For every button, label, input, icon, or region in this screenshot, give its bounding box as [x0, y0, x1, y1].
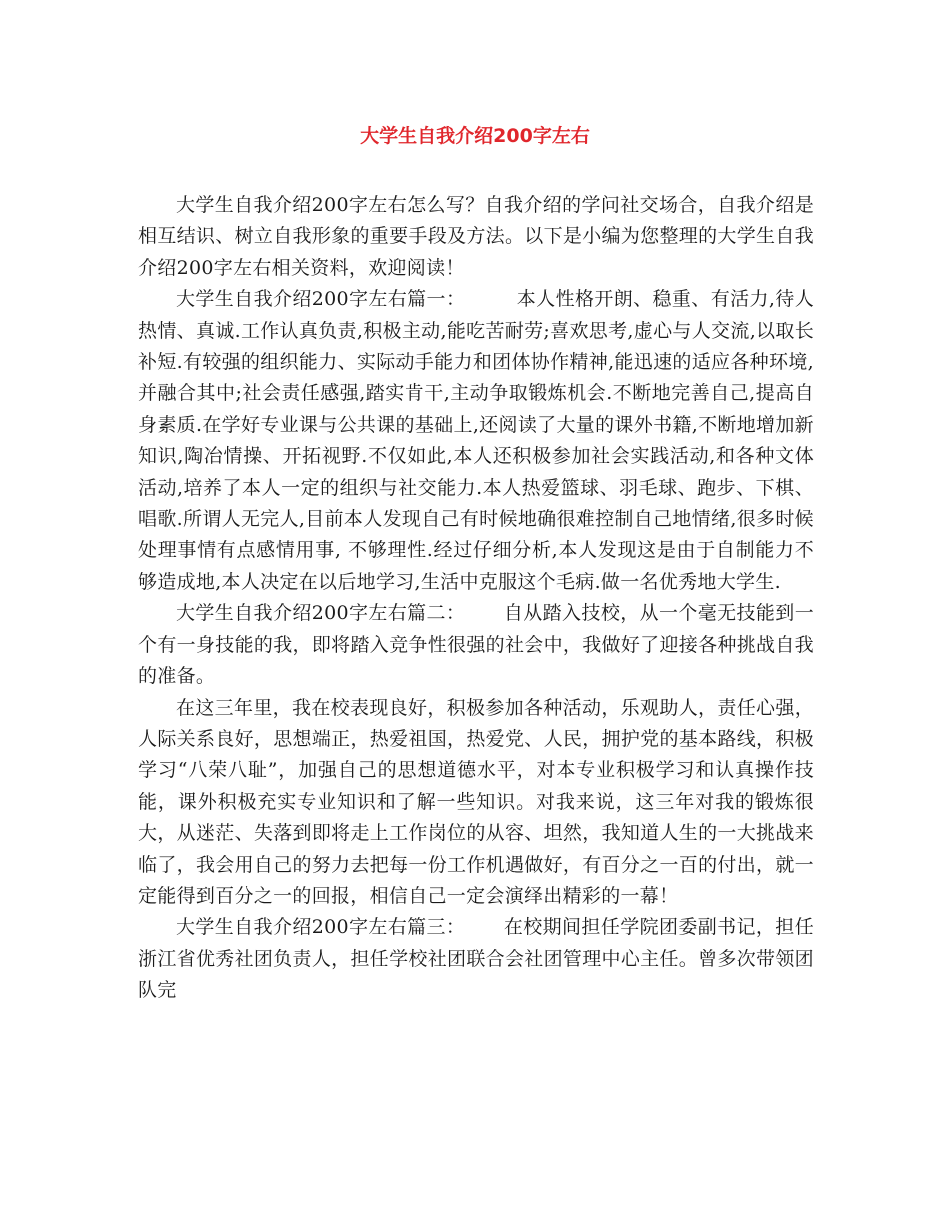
paragraph-part-one: 大学生自我介绍200字左右篇一： 本人性格开朗、稳重、有活力,待人热情、真诚.工作认真负责,积极主动,能吃苦耐劳;喜欢思考,虚心与人交流,以取长补短.有较强的组织能力、实际动手能力和团体协作精神,能迅速的适应各种环境,并融合其中;社会责任感强,踏实肯干,主动争取锻炼机会.不断地完善自己,提高自身素质.在学好专业课与公共课的基础上,还阅读了大量的课外书籍,不断地增加新知识,陶冶情操、开拓视野.不仅如此,本人还积极参加社会实践活动,和各种文体活动,培养了本人一定的组织与社交能力.本人热爱篮球、羽毛球、跑步、下棋、唱歌.所谓人无完人,目前本人发现自己有时候地确很难控制自己地情绪,很多时候处理事情有点感情用事, 不够理性.经过仔细分析,本人发现这是由于自制能力不够造成地,本人决定在以后地学习,生活中克服这个毛病.做一名优秀地大学生.: [138, 288, 814, 593]
paragraph-three-years: 在这三年里，我在校表现良好，积极参加各种活动，乐观助人，责任心强，人际关系良好，思想端正，热爱祖国，热爱党、人民，拥护党的基本路线，积极学习“八荣八耻”，加强自己的思想道德水平，对本专业积极学习和认真操作技能，课外积极充实专业知识和了解一些知识。对我来说，这三年对我的锻炼很大，从迷茫、失落到即将走上工作岗位的从容、坦然，我知道人生的一大挑战来临了，我会用自己的努力去把每一份工作机遇做好，有百分之一百的付出，就一定能得到百分之一的回报，相信自己一定会演绎出精彩的一幕！: [138, 696, 814, 907]
paragraph-part-three: 大学生自我介绍200字左右篇三： 在校期间担任学院团委副书记，担任浙江省优秀社团负责人，担任学校社团联合会社团管理中心主任。曾多次带领团队完: [138, 916, 814, 1002]
document-title: 大学生自我介绍200字左右: [360, 125, 590, 147]
document-body: [138, 190, 814, 1007]
paragraph-intro: 大学生自我介绍200字左右怎么写？自我介绍的学问社交场合，自我介绍是相互结识、树立自我形象的重要手段及方法。以下是小编为您整理的大学生自我介绍200字左右相关资料，欢迎阅读！: [138, 194, 814, 279]
paragraph-part-two: 大学生自我介绍200字左右篇二： 自从踏入技校，从一个毫无技能到一个有一身技能的我，即将踏入竞争性很强的社会中，我做好了迎接各种挑战自我的准备。: [138, 602, 814, 688]
